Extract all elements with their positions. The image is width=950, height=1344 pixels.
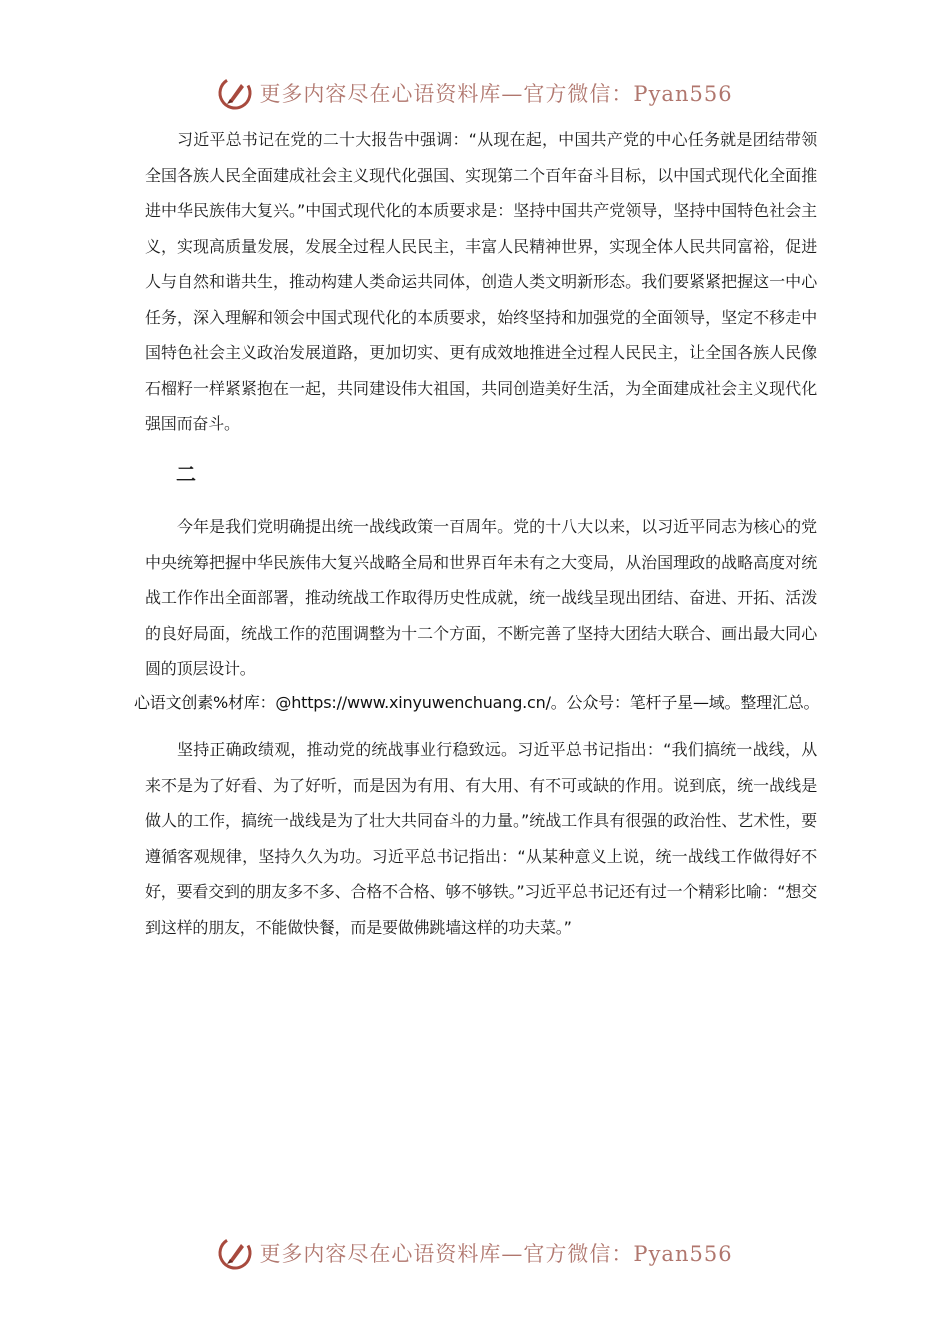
pen-nib-logo-icon [217,75,253,111]
body-paragraph-1: 习近平总书记在党的二十大报告中强调：“从现在起，中国共产党的中心任务就是团结带领全国各族人民全面建成社会主义现代化强国、实现第二个百年奋斗目标，以中国式现代化全面推进中华民族伟大复兴。”中国式现代化的本质要求是：坚持中国共产党领导，坚持中国特色社会主义，实现高质量发展，发展全过程人民民主，丰富人民精神世界，实现全体人民共同富裕，促进人与自然和谐共生，推动构建人类命运共同体，创造人类文明新形态。我们要紧紧把握这一中心任务，深入理解和领会中国式现代化的本质要求，始终坚持和加强党的全面领导，坚定不移走中国特色社会主义政治发展道路，更加切实、更有成效地推进全过程人民民主，让全国各族人民像石榴籽一样紧紧抱在一起，共同建设伟大祖国，共同创造美好生活，为全面建成社会主义现代化强国而奋斗。 [145,130,817,433]
footer-banner [0,1230,950,1276]
header-banner [0,70,950,116]
body-paragraph-2: 今年是我们党明确提出统一战线政策一百周年。党的十八大以来，以习近平同志为核心的党中央统筹把握中华民族伟大复兴战略全局和世界百年未有之大变局，从治国理政的战略高度对统战工作作出全面部署，推动统战工作取得历史性成就，统一战线呈现出团结、奋进、开拓、活泼的良好局面，统战工作的范围调整为十二个方面，不断完善了坚持大团结大联合、画出最大同心圆的顶层设计。 [145,517,817,678]
pen-nib-logo-icon [217,1235,253,1271]
body-paragraph-3: 坚持正确政绩观，推动党的统战事业行稳致远。习近平总书记指出：“我们搞统一战线，从来不是为了好看、为了好听，而是因为有用、有大用、有不可或缺的作用。说到底，统一战线是做人的工作，搞统一战线是为了壮大共同奋斗的力量。”统战工作具有很强的政治性、艺术性，要遵循客观规律，坚持久久为功。习近平总书记指出：“从某种意义上说，统一战线工作做得好不好，要看交到的朋友多不多、合格不合格、够不够铁。”习近平总书记还有过一个精彩比喻：“想交到这样的朋友，不能做快餐，而是要做佛跳墙这样的功夫菜。” [145,740,817,937]
source-note: 心语文创素%材库：@https://www.xinyuwenchuang.cn/。公众号：笔杆子星—域。整理汇总。 [134,693,820,712]
section-heading: 二 [176,462,196,486]
footer-banner-text: 更多内容尽在心语资料库—官方微信：Pyan556 [259,1242,733,1266]
header-banner-text: 更多内容尽在心语资料库—官方微信：Pyan556 [259,82,733,106]
